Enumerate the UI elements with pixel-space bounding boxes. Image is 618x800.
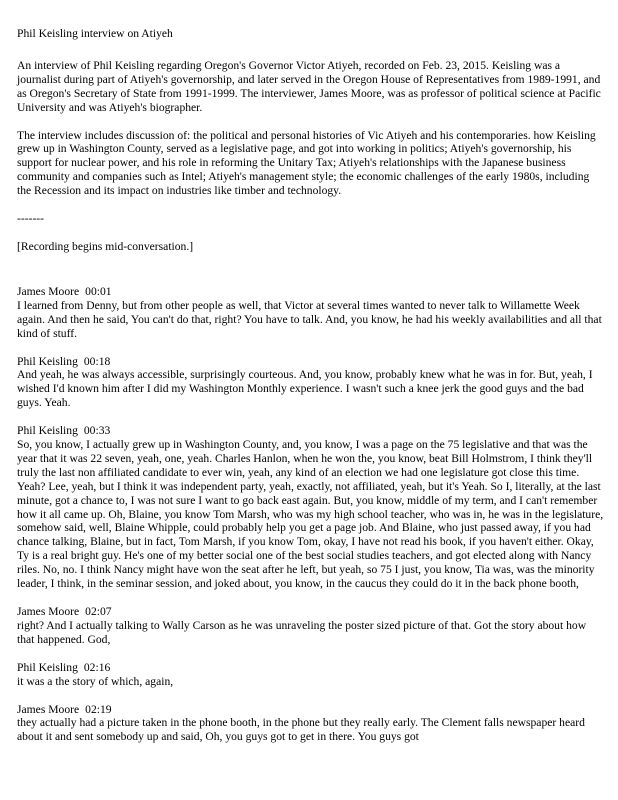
- utterance-text: I learned from Denny, but from other people as well, that Victor at several times wanted to never talk to Willamette Week again. And then he said, You can't do that, right? You have to talk. And, you know, he had his weekly availabilities and all that kind of stuff.: [17, 298, 602, 340]
- speaker-line: [17, 285, 605, 299]
- timestamp: 00:01: [85, 284, 112, 298]
- utterance-text: So, you know, I actually grew up in Washington County, and, you know, I was a page on the 75 legislative and that was the year that it was 22 seven, yeah, one, yeah. Charles Hanlon, when he won the, you know, beat Bill Holmstrom, I think they'll truly the last non affiliated candidate to ever win, yeah, any kind of an election we had one legislature got close this time. Yeah? Lee, yeah, but I think it was independent party, yeah, exactly, not affiliated, yeah, but it's Yeah. So I, literally, at the last minute, got a chance to, I was not sure I want to go back east again. But, you know, middle of my term, and I can't remember how it all came up. Oh, Blaine, you know Tom Marsh, who was my high school teacher, who was in, he was in the legislature, somehow said, well, Blaine Whipple, could probably help you get a page job. And Blaine, who just passed away, if you had chance talking, Blaine, but in fact, Tom Marsh, if you know Tom, okay, I have not read his book, if you haven't either. Okay, Ty is a real bright guy. He's one of my better social one of the best social studies teachers, and got elected along with Nancy riles. No, no. I think Nancy might have won the seat after he left, but yeah, so 75 I just, you know, Tia was, was the minority leader, I think, in the seminar session, and joked about, you know, in the caucus they could do it in the back phone booth,: [17, 438, 604, 591]
- document-title: Phil Keisling interview on Atiyeh: [17, 27, 173, 40]
- transcript-entry: [17, 703, 605, 745]
- speaker-line: [17, 703, 605, 717]
- speaker-line: [17, 424, 605, 438]
- speaker-name: Phil Keisling: [17, 354, 78, 368]
- document-page: [17, 27, 605, 758]
- speaker-line: [17, 661, 605, 675]
- transcript-entry: [17, 424, 605, 591]
- utterance-text: And yeah, he was always accessible, surprisingly courteous. And, you know, probably knew what he was in for. But, yeah, I wished I'd known him after I did my Washington Monthly experience. I wasn't such a knee jerk the good guys and the bad guys. Yeah.: [17, 368, 593, 410]
- transcript-entry: [17, 285, 605, 341]
- speaker-line: [17, 355, 605, 369]
- speaker-name: James Moore: [17, 605, 80, 618]
- recording-note: [Recording begins mid-conversation.]: [17, 239, 194, 253]
- transcript-entry: [17, 661, 605, 689]
- timestamp: 02:16: [83, 660, 111, 674]
- timestamp: 00:33: [83, 424, 111, 438]
- speaker-name: James Moore: [17, 702, 80, 716]
- speaker-name: Phil Keisling: [17, 660, 78, 674]
- utterance-text: it was a the story of which, again,: [17, 674, 174, 688]
- speaker-name: Phil Keisling: [17, 424, 78, 438]
- speaker-line: [17, 605, 605, 619]
- speaker-name: James Moore: [17, 284, 80, 298]
- timestamp: 02:07: [85, 605, 112, 618]
- transcript-entry: [17, 605, 605, 647]
- intro-paragraph-2: The interview includes discussion of: the political and personal histories of Vic Atiyeh and his contemporaries. how Keisling grew up in Washington County, served as a legislative page, and got into working in politics; Atiyeh's governorship, his support for nuclear power, and his role in reforming the Unitary Tax; Atiyeh's relationships with the Japanese business community and companies such as Intel; Atiyeh's management style; the economic challenges of the early 1980s, including the Recession and its impact on industries like timber and technology.: [17, 128, 596, 198]
- timestamp: 00:18: [83, 354, 111, 368]
- utterance-text: they actually had a picture taken in the phone booth, in the phone but they really early. The Clement falls newspaper heard about it and sent somebody up and said, Oh, you guys got to get in there. You guys got: [17, 716, 585, 744]
- transcript-entry: [17, 355, 605, 411]
- intro-paragraph-1: An interview of Phil Keisling regarding Oregon's Governor Victor Atiyeh, recorded on Feb. 23, 2015. Keisling was a journalist during part of Atiyeh's governorship, and later served in the Oregon House of Representatives from 1989-1991, and as Oregon's Secretary of State from 1991-1999. The interviewer, James Moore, was as professor of political science at Pacific University and was Atiyeh's biographer.: [17, 58, 601, 114]
- timestamp: 02:19: [85, 702, 112, 716]
- separator: -------: [17, 212, 45, 226]
- utterance-text: right? And I actually talking to Wally Carson as he was unraveling the poster sized picture of that. Got the story about how that happened. God,: [17, 618, 587, 646]
